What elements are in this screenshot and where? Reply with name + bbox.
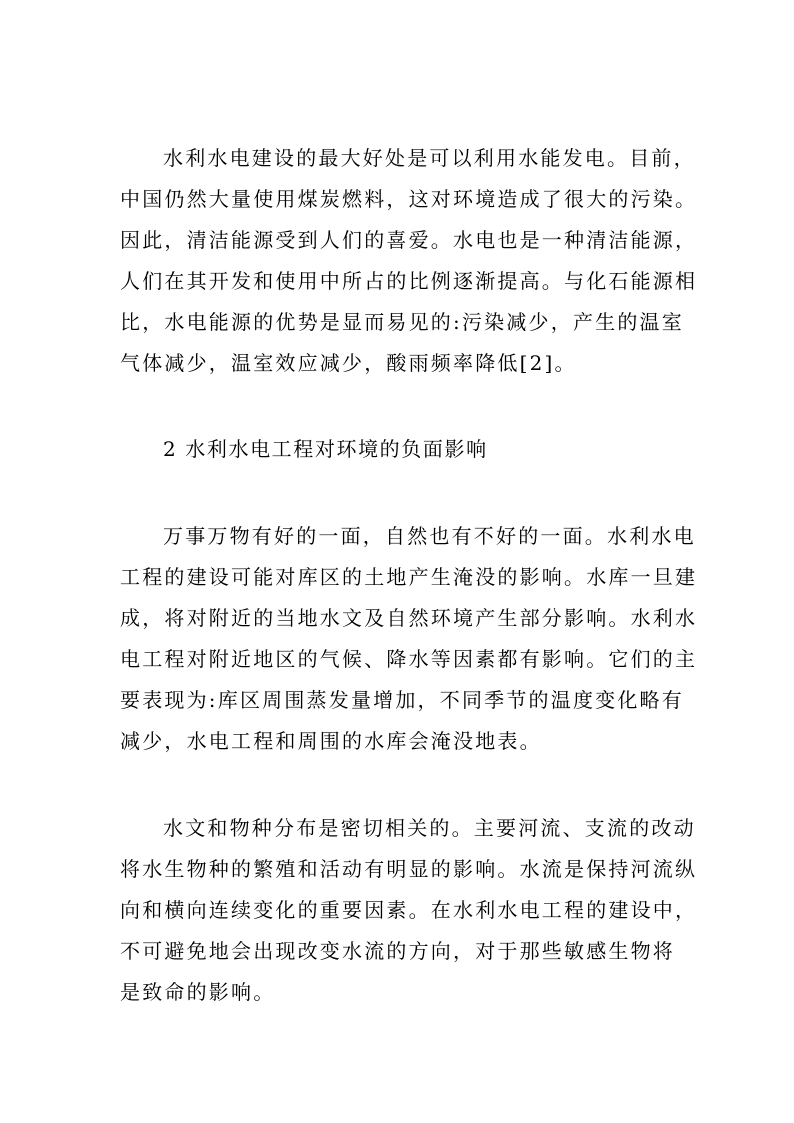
paragraph-2-line-5: 要表现为:库区周围蒸发量增加，不同季节的温度变化略有 bbox=[120, 688, 684, 712]
paragraph-1-line-5: 比，水电能源的优势是显而易见的:污染减少，产生的温室 bbox=[120, 310, 684, 334]
section-heading: 2 水利水电工程对环境的负面影响 bbox=[163, 437, 488, 461]
paragraph-3-line-4: 不可避免地会出现改变水流的方向，对于那些敏感生物将 bbox=[120, 939, 675, 963]
paragraph-2-line-4: 电工程对附近地区的气候、降水等因素都有影响。它们的主 bbox=[120, 647, 698, 671]
paragraph-3-line-2: 将水生物种的繁殖和活动有明显的影响。水流是保持河流纵 bbox=[120, 857, 698, 881]
paragraph-2-line-2: 工程的建设可能对库区的土地产生淹没的影响。水库一旦建 bbox=[120, 565, 698, 589]
paragraph-3-line-5: 是致命的影响。 bbox=[120, 980, 276, 1004]
paragraph-2-line-6: 减少，水电工程和周围的水库会淹没地表。 bbox=[120, 729, 542, 753]
paragraph-1-line-4: 人们在其开发和使用中所占的比例逐渐提高。与化石能源相 bbox=[120, 269, 698, 293]
paragraph-1-line-1: 水利水电建设的最大好处是可以利用水能发电。目前， bbox=[163, 146, 696, 170]
paragraph-3-line-1: 水文和物种分布是密切相关的。主要河流、支流的改动 bbox=[163, 816, 696, 840]
paragraph-1-line-6: 气体减少，温室效应减少，酸雨频率降低[2]。 bbox=[120, 351, 577, 375]
paragraph-2-line-1: 万事万物有好的一面，自然也有不好的一面。水利水电 bbox=[163, 524, 696, 548]
paragraph-1-line-3: 因此，清洁能源受到人们的喜爱。水电也是一种清洁能源， bbox=[120, 228, 698, 252]
paragraph-2-line-3: 成，将对附近的当地水文及自然环境产生部分影响。水利水 bbox=[120, 606, 698, 630]
paragraph-1-line-2: 中国仍然大量使用煤炭燃料，这对环境造成了很大的污染。 bbox=[120, 187, 698, 211]
paragraph-3-line-3: 向和横向连续变化的重要因素。在水利水电工程的建设中， bbox=[120, 898, 698, 922]
